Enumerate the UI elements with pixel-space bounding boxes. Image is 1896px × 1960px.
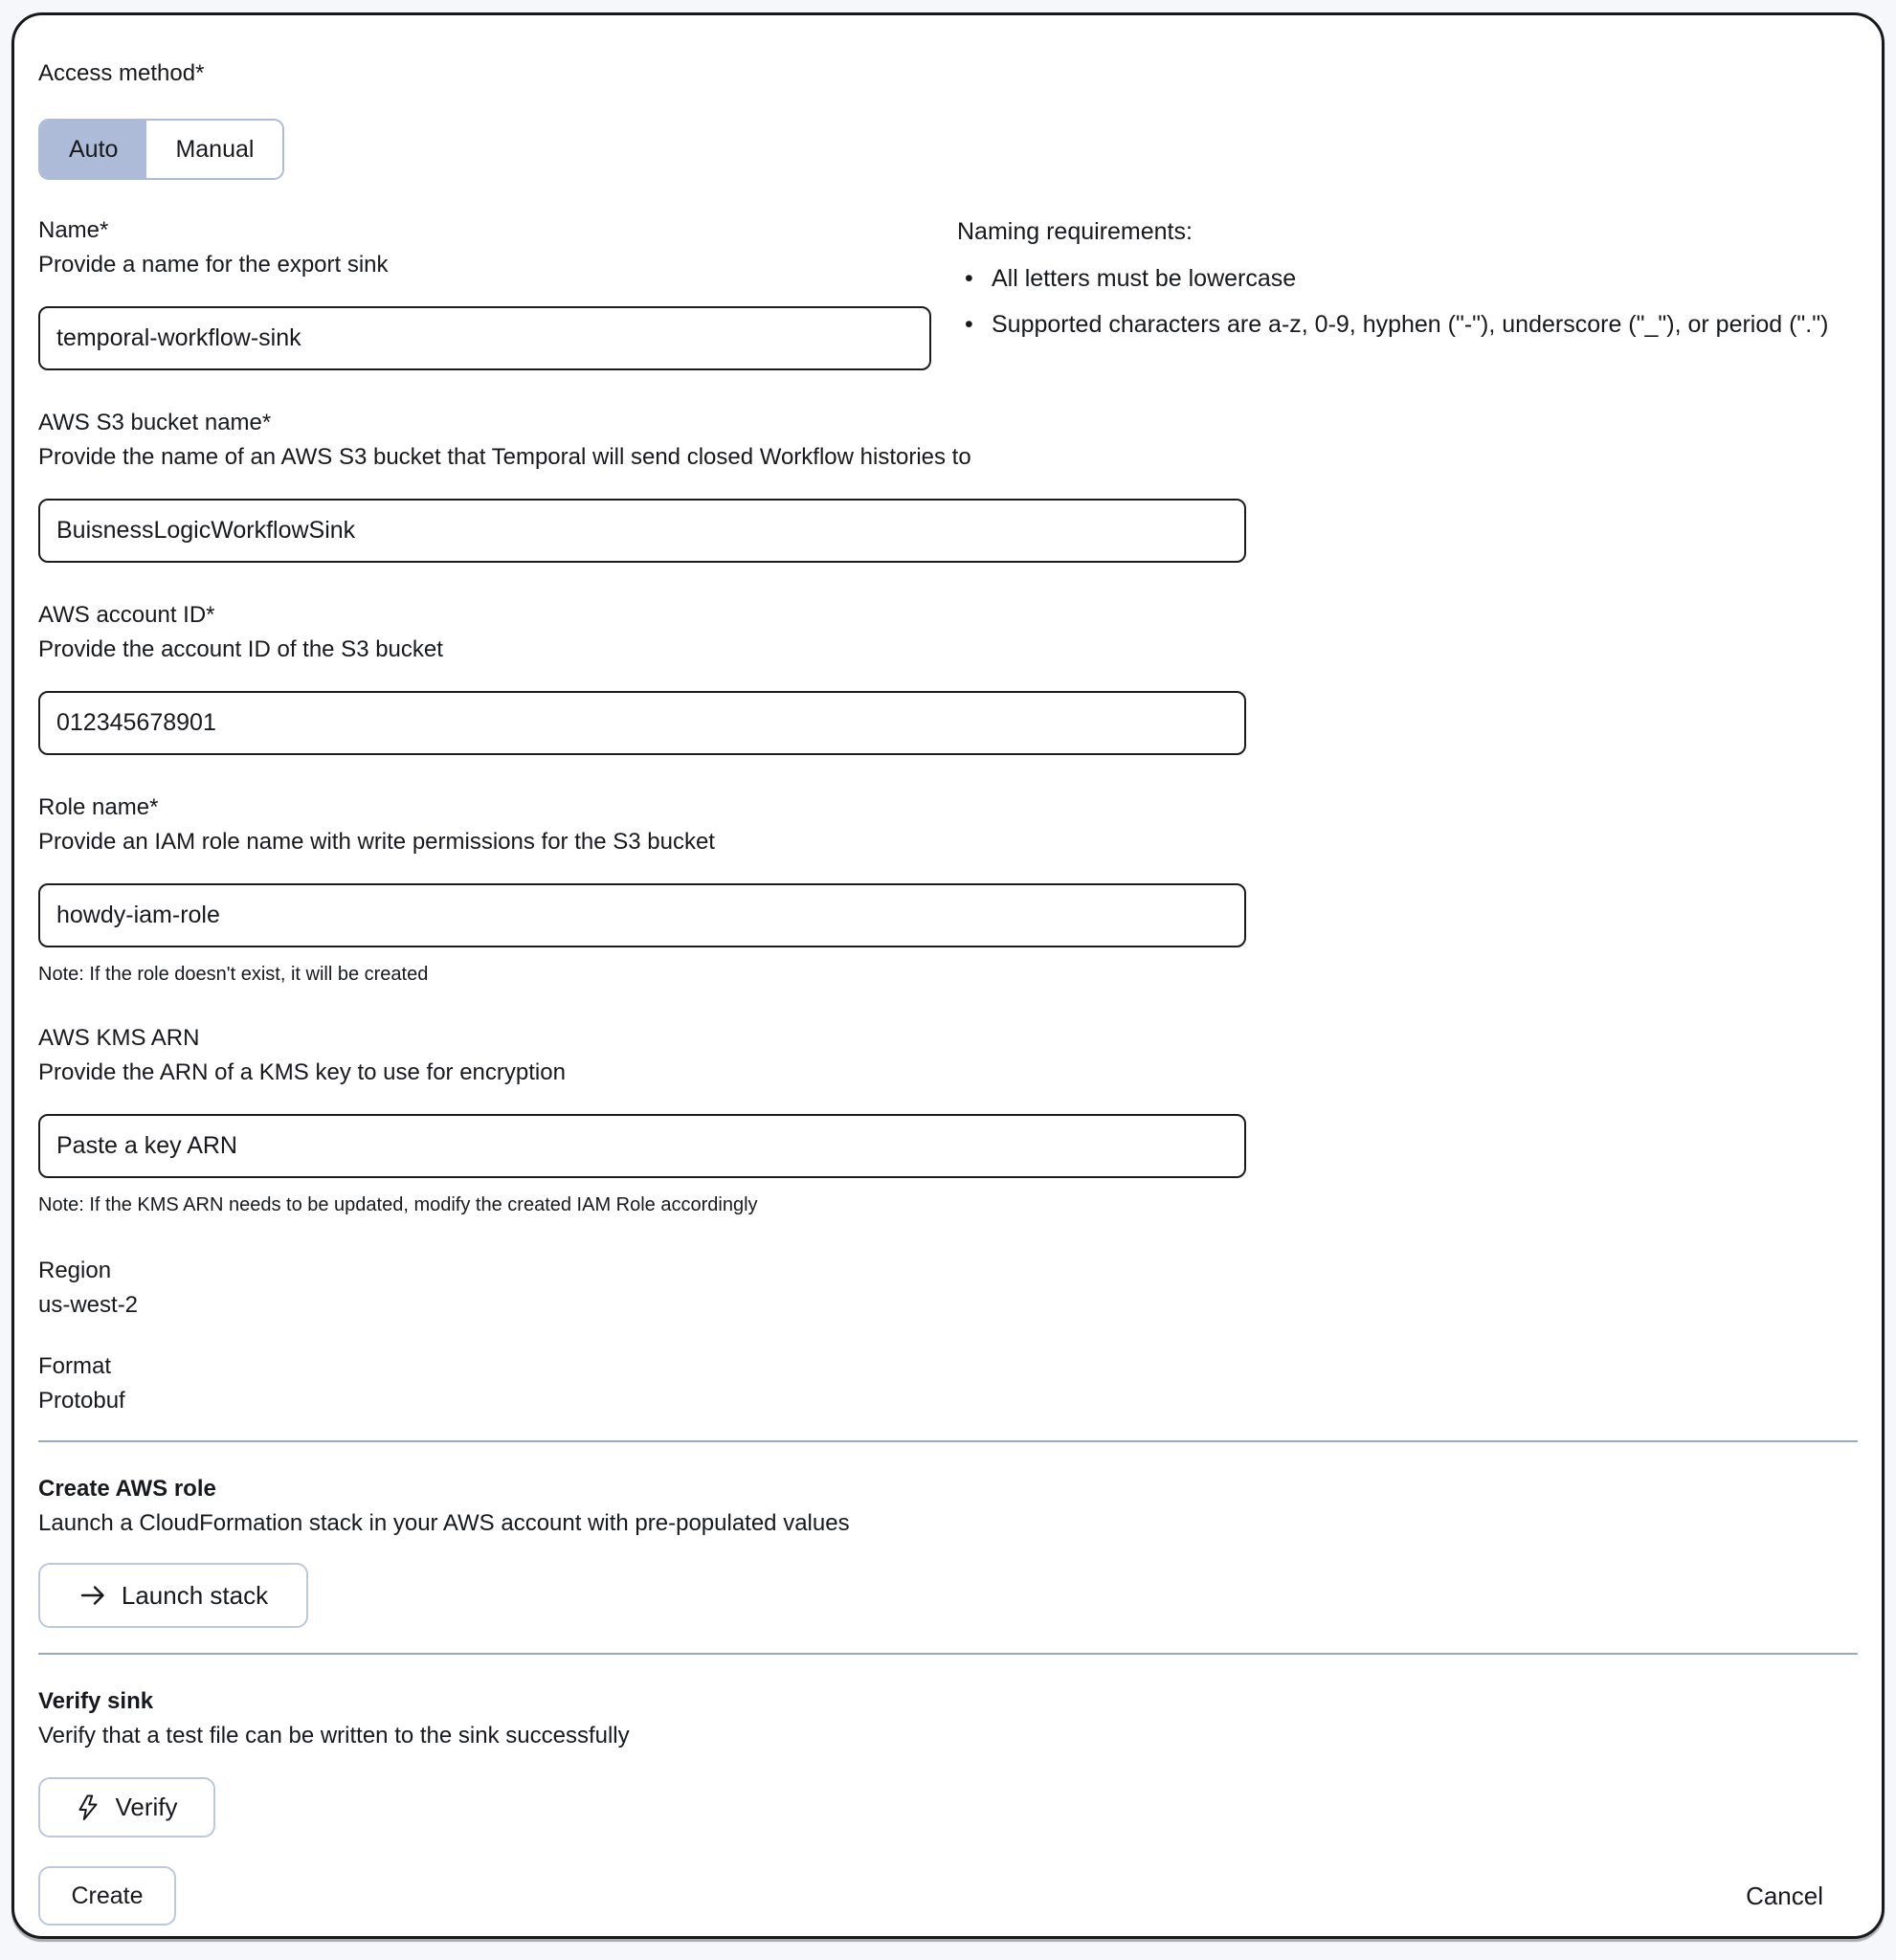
format-label: Format xyxy=(38,1353,112,1379)
create-label: Create xyxy=(71,1882,144,1909)
role-name-label: Role name* xyxy=(38,794,159,820)
create-button[interactable] xyxy=(38,1866,176,1926)
access-method-label: Access method* xyxy=(38,60,205,86)
verify-sink-title: Verify sink xyxy=(38,1688,154,1714)
format-value: Protobuf xyxy=(38,1388,125,1414)
access-method-option-auto[interactable]: Auto xyxy=(40,121,146,178)
naming-requirement-item: • All letters must be lowercase xyxy=(957,262,1857,295)
kms-arn-description: Provide the ARN of a KMS key to use for encryption xyxy=(38,1059,566,1085)
launch-stack-button[interactable] xyxy=(38,1563,308,1628)
arrow-right-icon xyxy=(78,1581,107,1610)
kms-arn-input[interactable] xyxy=(38,1114,1246,1178)
bucket-description: Provide the name of an AWS S3 bucket that Temporal will send closed Workflow histories to xyxy=(38,444,971,470)
verify-sink-description: Verify that a test file can be written to the sink successfully xyxy=(38,1723,630,1748)
bucket-input[interactable] xyxy=(38,499,1246,563)
bucket-label: AWS S3 bucket name* xyxy=(38,410,272,435)
name-label: Name* xyxy=(38,217,109,243)
section-divider xyxy=(38,1440,1858,1442)
region-value: us-west-2 xyxy=(38,1292,139,1318)
kms-arn-label: AWS KMS ARN xyxy=(38,1025,200,1051)
naming-requirements-title: Naming requirements: xyxy=(957,218,1193,245)
account-id-input[interactable] xyxy=(38,691,1246,755)
verify-label: Verify xyxy=(115,1793,178,1821)
account-id-description: Provide the account ID of the S3 bucket xyxy=(38,636,443,662)
verify-button[interactable] xyxy=(38,1777,215,1838)
kms-arn-note: Note: If the KMS ARN needs to be updated, modify the created IAM Role accordingly xyxy=(38,1194,758,1215)
section-divider xyxy=(38,1653,1858,1655)
naming-requirement-item: • Supported characters are a-z, 0-9, hyphen ("-"), underscore ("_"), or period (".") xyxy=(957,308,1857,341)
account-id-label: AWS account ID* xyxy=(38,602,215,628)
name-input[interactable] xyxy=(38,306,931,370)
launch-stack-label: Launch stack xyxy=(121,1580,269,1610)
create-aws-role-title: Create AWS role xyxy=(38,1476,216,1502)
name-description: Provide a name for the export sink xyxy=(38,252,389,278)
cancel-button[interactable] xyxy=(1746,1882,1823,1911)
naming-requirements xyxy=(957,216,1857,370)
access-method-toggle xyxy=(38,119,284,180)
access-method-option-manual[interactable]: Manual xyxy=(146,121,282,178)
lightning-icon xyxy=(76,1793,100,1822)
create-aws-role-description: Launch a CloudFormation stack in your AWS account with pre-populated values xyxy=(38,1510,850,1536)
naming-requirements-list xyxy=(957,262,1857,341)
region-label: Region xyxy=(38,1258,112,1283)
export-sink-form-card xyxy=(11,12,1885,1939)
role-name-input[interactable] xyxy=(38,883,1246,947)
role-name-note: Note: If the role doesn't exist, it will be created xyxy=(38,964,429,985)
role-name-description: Provide an IAM role name with write permissions for the S3 bucket xyxy=(38,829,715,855)
cancel-label: Cancel xyxy=(1746,1881,1823,1910)
